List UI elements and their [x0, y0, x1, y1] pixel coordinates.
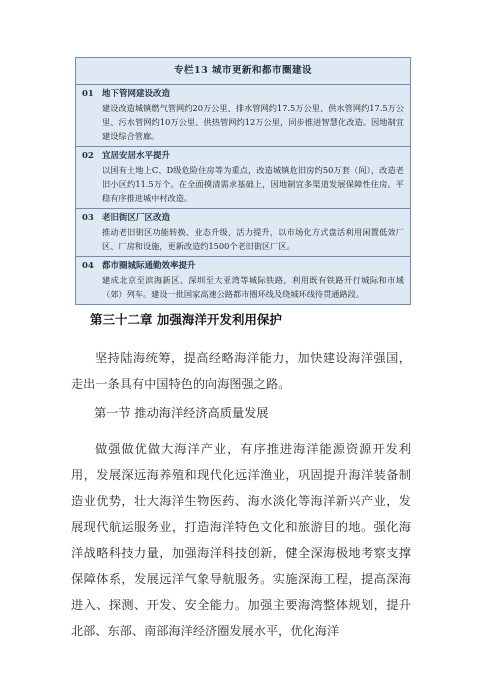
item-body: 推动老旧街区功能转换、业态升级、活力提升，以市场化方式盘活利用闲置低效厂区、厂房和设施，更新改造约1500个老旧街区厂区。 — [102, 227, 404, 251]
box-title: 专栏13 城市更新和都市圈建设 — [76, 58, 410, 85]
chapter-title: 第三十二章 加强海洋开发利用保护 — [90, 312, 282, 327]
item-body: 建设改造城镇燃气管网约20万公里、排水管网约17.5万公里、供水管网约17.5万公里、污水管网约10万公里、供热管网约12万公里，同步推进智慧化改造。因地制宜建设综合管廊。 — [102, 103, 404, 141]
box-item — [76, 209, 410, 257]
item-heading: 老旧街区厂区改造 — [102, 213, 171, 223]
sidebar-box — [75, 57, 411, 305]
item-heading: 地下管网建设改造 — [102, 89, 171, 99]
item-number: 01 — [82, 89, 94, 99]
item-number: 03 — [82, 213, 94, 223]
section-title: 第一节 推动海洋经济高质量发展 — [94, 406, 269, 420]
box-item — [76, 147, 410, 209]
item-number: 02 — [82, 151, 94, 161]
item-number: 04 — [82, 261, 94, 271]
body-paragraph: 做强做优做大海洋产业，有序推进海洋能源资源开发利用，发展深远海养殖和现代化远洋渔业，巩固提升海洋装备制造业优势，壮大海洋生物医药、海水淡化等海洋新兴产业，发展现代航运服务业，打造海洋特色文化和旅游目的地。强化海洋战略科技力量，加强海洋科技创新，健全深海极地考察支撑保障体系，发展远洋气象导航服务。实施深海工程，提高深海进入、探测、开发、安全能力。加强主要海湾整体规划，提升北部、东部、南部海洋经济圈发展水平，优化海洋 — [71, 442, 411, 638]
box-item — [76, 257, 410, 304]
intro-paragraph: 坚持陆海统筹，提高经略海洋能力，加快建设海洋强国，走出一条具有中国特色的向海图强之路。 — [71, 351, 411, 391]
item-heading: 都市圈城际通勤效率提升 — [102, 261, 196, 271]
item-heading: 宜居安居水平提升 — [102, 151, 171, 161]
item-body: 以国有土地上C、D级危险住房等为重点，改造城镇危旧房约50万套（间），改造老旧小区约11.5万个。在全面摸清需求基础上，因地制宜多渠道发展保障性住房。平稳有序推进城中村改造。 — [102, 165, 404, 203]
box-item — [76, 85, 410, 147]
item-body: 建成北京至滨海新区、深圳至大亚湾等城际铁路，利用既有铁路开行城际和市域（郊）列车。建设一批国家高速公路都市圈环线及绕城环线待贯通路段。 — [102, 275, 404, 299]
